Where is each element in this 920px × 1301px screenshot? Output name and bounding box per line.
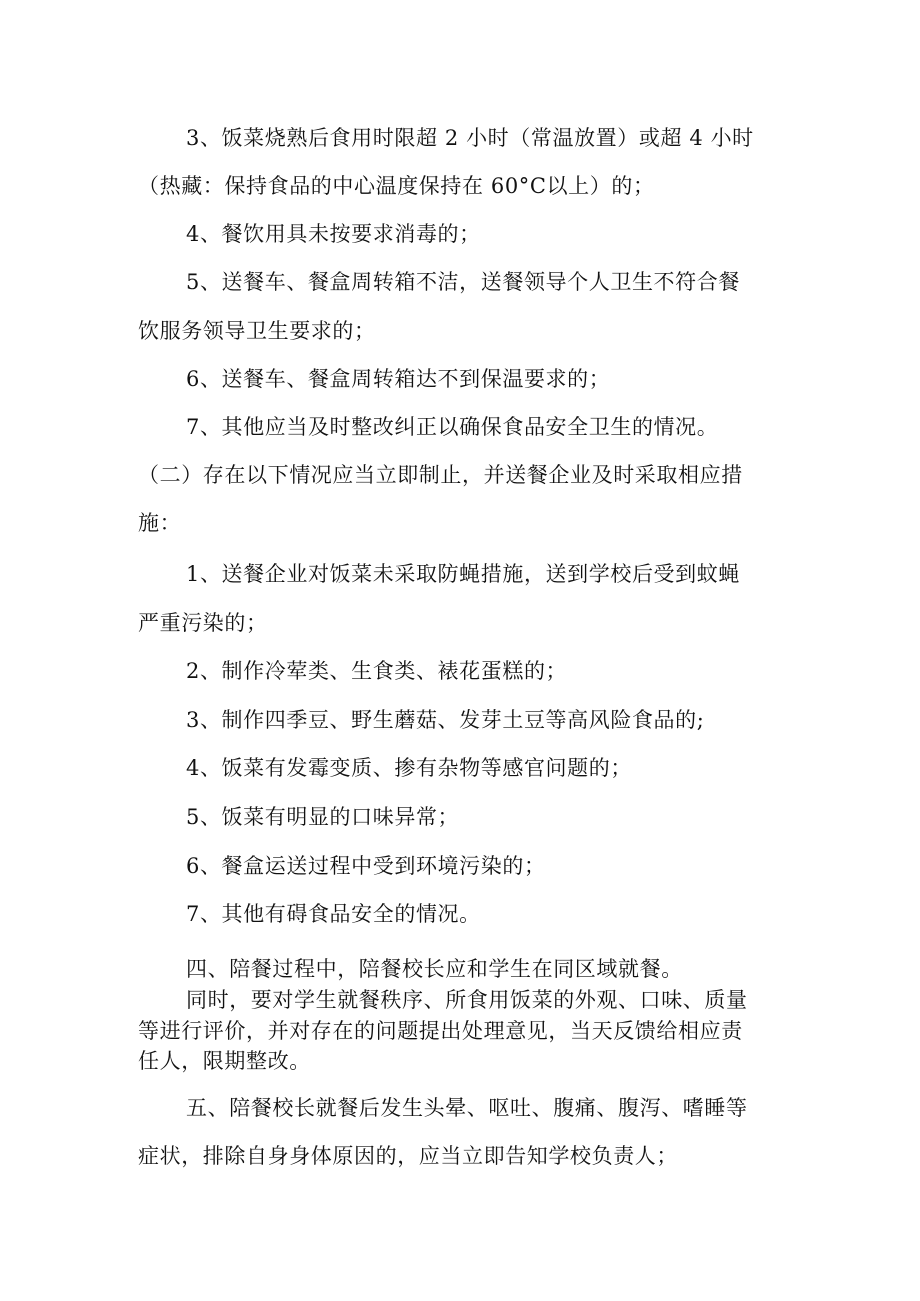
text-line: 4、饭菜有发霉变质、掺有杂物等感官问题的； [186, 756, 632, 780]
text-line: 5、饭菜有明显的口味异常； [186, 805, 460, 829]
text-line: 6、送餐车、餐盒周转箱达不到保温要求的； [186, 367, 611, 391]
text-line: 任人，限期整改。 [138, 1049, 311, 1073]
text-line: （二）存在以下情况应当立即制止，并送餐企业及时采取相应措 [138, 463, 743, 487]
text-line: 四、陪餐过程中，陪餐校长应和学生在同区域就餐。 [186, 957, 683, 981]
text-line: 饮服务领导卫生要求的； [138, 319, 376, 343]
text-line: 1、送餐企业对饭菜未采取防蝇措施，送到学校后受到蚊蝇 [186, 562, 740, 586]
text-line: 症状，排除自身身体原因的，应当立即告知学校负责人； [138, 1144, 678, 1168]
text-line: 同时，要对学生就餐秩序、所食用饭菜的外观、口味、质量 [186, 988, 748, 1012]
text-line: 严重污染的； [138, 611, 268, 635]
text-line: 五、陪餐校长就餐后发生头晕、呕吐、腹痛、腹泻、嗜睡等 [186, 1096, 748, 1120]
text-line: 4、餐饮用具未按要求消毒的； [186, 222, 481, 246]
text-line: 2、制作冷荤类、生食类、裱花蛋糕的； [186, 659, 568, 683]
text-line: （热藏：保持食品的中心温度保持在 60°C以上）的； [138, 174, 655, 198]
text-line: 6、餐盒运送过程中受到环境污染的； [186, 854, 546, 878]
text-line: 施： [138, 511, 182, 535]
text-line: 5、送餐车、餐盒周转箱不洁，送餐领导个人卫生不符合餐 [186, 270, 740, 294]
text-line: 7、其他有碍食品安全的情况。 [186, 902, 481, 926]
text-line: 3、饭菜烧熟后食用时限超 2 小时（常温放置）或超 4 小时 [186, 126, 754, 150]
text-line: 3、制作四季豆、野生蘑菇、发芽土豆等高风险食品的; [186, 708, 705, 732]
text-line: 等进行评价，并对存在的问题提出处理意见，当天反馈给相应责 [138, 1019, 743, 1043]
text-line: 7、其他应当及时整改纠正以确保食品安全卫生的情况。 [186, 415, 719, 439]
